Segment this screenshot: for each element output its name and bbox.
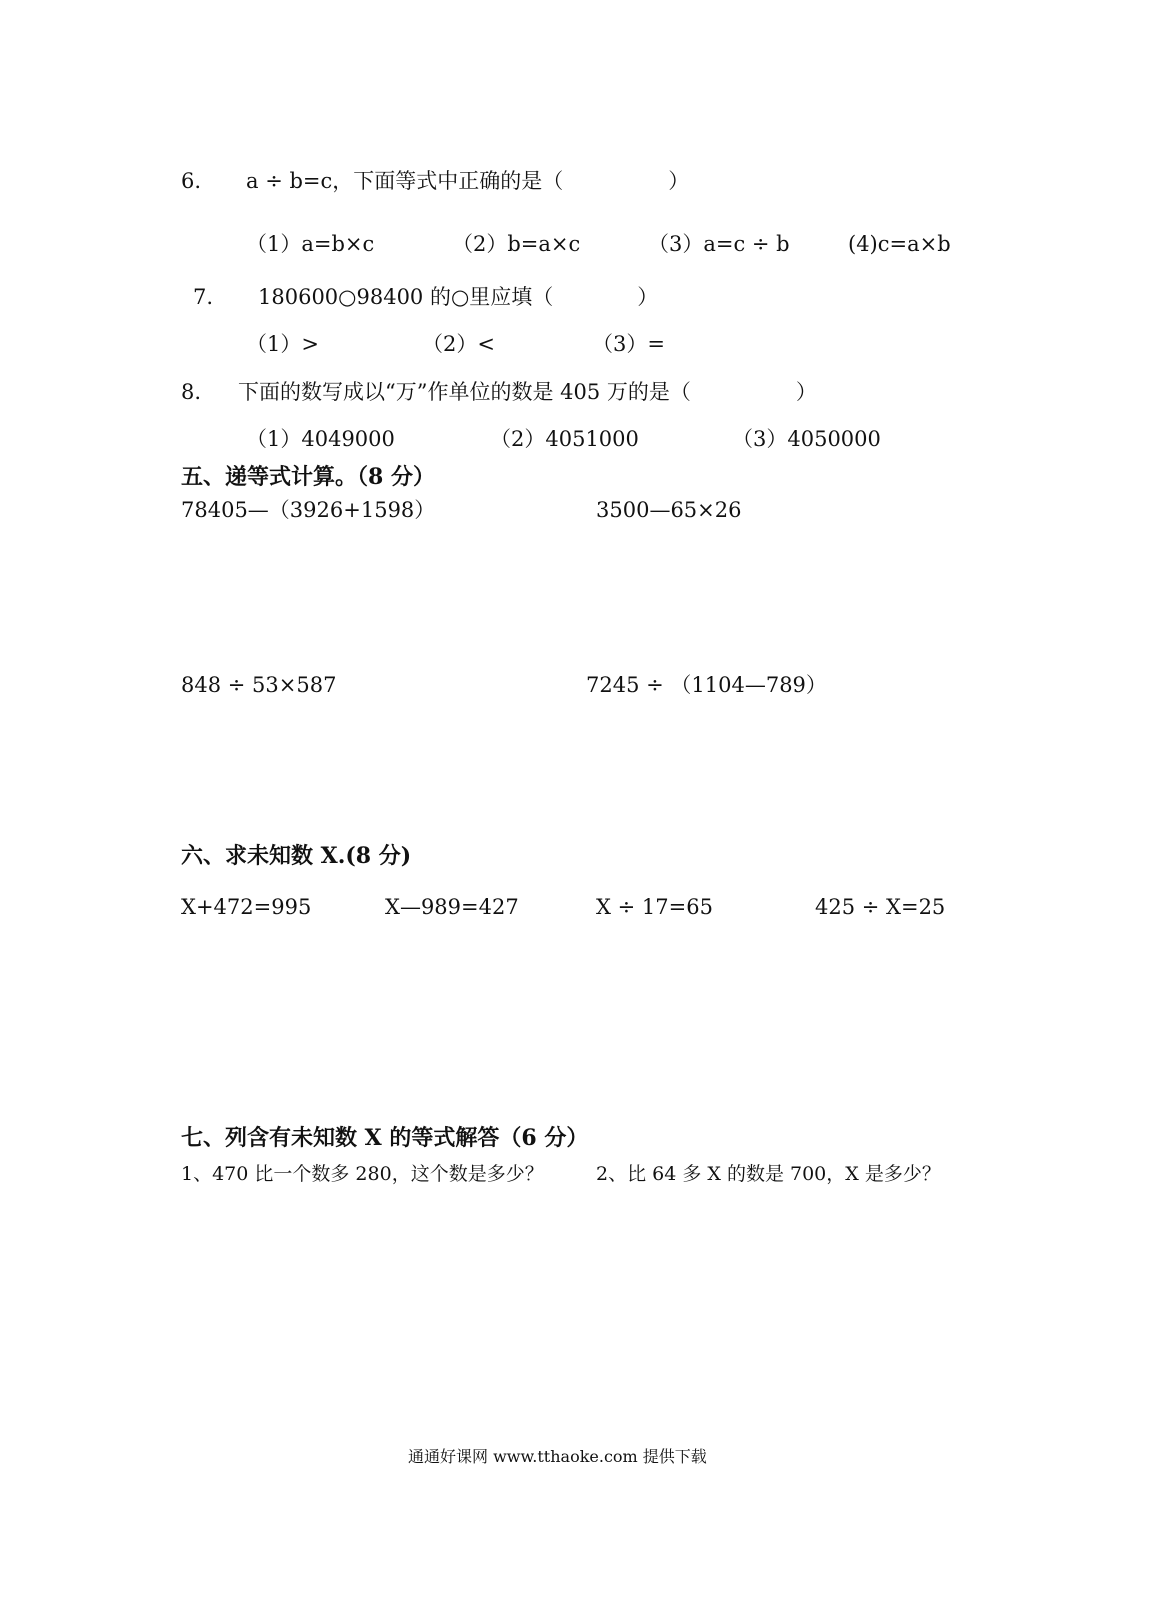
section7-question-2: 2、比 64 多 X 的数是 700，X 是多少？ (596, 1163, 941, 1185)
section7-question-1: 1、470 比一个数多 280，这个数是多少？ (181, 1163, 544, 1185)
q7-number: 7. (193, 285, 214, 309)
section5-problem-3: 848 ÷ 53×587 (181, 673, 337, 697)
q6-option-4: (4)c=a×b (848, 232, 951, 256)
q7-option-1: （1）> (246, 332, 319, 356)
q6-option-2: （2）b=a×c (452, 232, 581, 256)
q7-option-2: （2）< (422, 332, 495, 356)
q6-option-3: （3）a=c ÷ b (648, 232, 790, 256)
section6-equation-4: 425 ÷ X=25 (815, 895, 946, 919)
q7-option-3: （3）= (592, 332, 665, 356)
q6-option-1: （1）a=b×c (246, 232, 375, 256)
q8-number: 8. (181, 380, 202, 404)
section6-equation-1: X+472=995 (181, 895, 312, 919)
q7-stem: 180600○98400 的○里应填（ ） (258, 285, 659, 309)
q6-number: 6. (181, 169, 202, 193)
q8-stem: 下面的数写成以“万”作单位的数是 405 万的是（ ） (238, 380, 817, 404)
section5-problem-2: 3500—65×26 (596, 498, 742, 522)
section6-equation-3: X ÷ 17=65 (596, 895, 713, 919)
q8-option-3: （3）4050000 (732, 427, 881, 451)
section6-title: 六、求未知数 X.(8 分) (181, 843, 412, 869)
section7-title: 七、列含有未知数 X 的等式解答（6 分） (181, 1125, 589, 1151)
section6-equation-2: X—989=427 (385, 895, 519, 919)
q8-option-1: （1）4049000 (246, 427, 395, 451)
section5-problem-1: 78405—（3926+1598） (181, 498, 436, 522)
q6-stem: a ÷ b=c，下面等式中正确的是（ ） (246, 169, 690, 193)
footer-credit: 通通好课网 www.tthaoke.com 提供下载 (408, 1447, 707, 1466)
q8-option-2: （2）4051000 (490, 427, 639, 451)
section5-problem-4: 7245 ÷ （1104—789） (586, 673, 827, 697)
section5-title: 五、递等式计算。（8 分） (181, 464, 435, 490)
